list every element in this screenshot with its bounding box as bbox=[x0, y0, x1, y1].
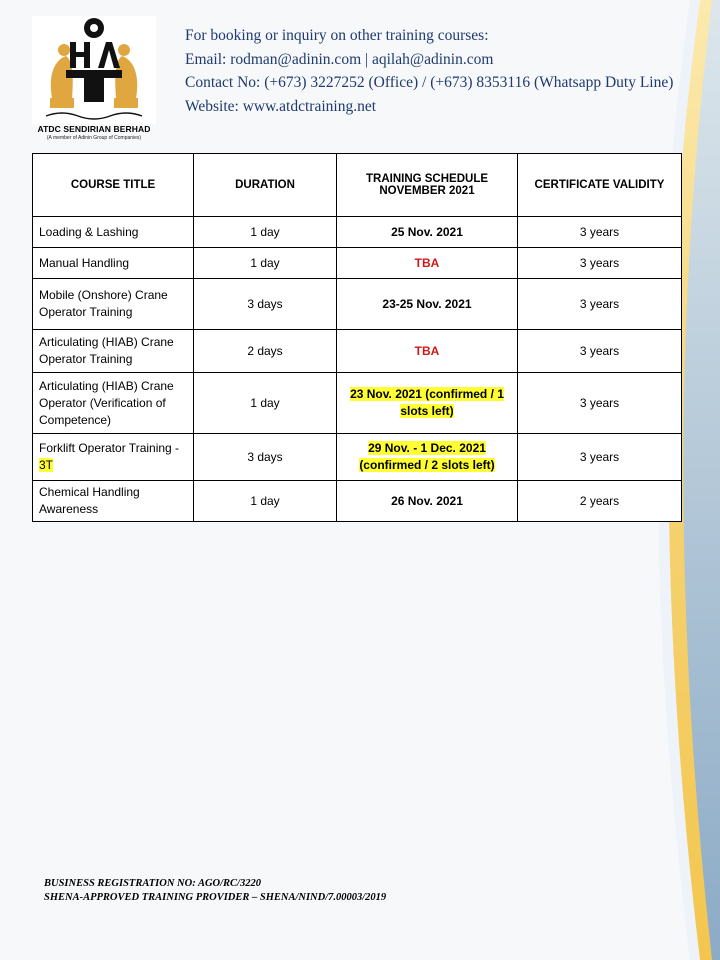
contact-block bbox=[185, 24, 673, 118]
table-header-row bbox=[33, 154, 682, 217]
footer-registration bbox=[44, 877, 386, 905]
shena-provider: SHENA-APPROVED TRAINING PROVIDER – SHENA/NIND/7.00003/2019 bbox=[44, 892, 387, 903]
cell-duration: 1 day bbox=[194, 481, 337, 522]
cell-duration: 1 day bbox=[194, 248, 337, 279]
table-row bbox=[33, 434, 682, 481]
cell-course: Loading & Lashing bbox=[33, 217, 194, 248]
cell-schedule: 25 Nov. 2021 bbox=[337, 217, 518, 248]
cell-schedule bbox=[337, 434, 518, 481]
cell-validity: 3 years bbox=[518, 248, 682, 279]
highlighted-schedule: 23 Nov. 2021 (confirmed / 1 slots left) bbox=[350, 387, 504, 418]
cell-validity: 3 years bbox=[518, 217, 682, 248]
cell-course: Mobile (Onshore) Crane Operator Training bbox=[33, 279, 194, 330]
table-row bbox=[33, 217, 682, 248]
cell-duration: 3 days bbox=[194, 434, 337, 481]
header-duration: DURATION bbox=[194, 154, 337, 217]
logo-emblem-icon bbox=[32, 16, 156, 124]
cell-validity: 3 years bbox=[518, 434, 682, 481]
cell-schedule bbox=[337, 373, 518, 434]
contact-phone: Contact No: (+673) 3227252 (Office) / (+673) 8353116 (Whatsapp Duty Line) bbox=[185, 74, 674, 91]
cell-validity: 3 years bbox=[518, 373, 682, 434]
table-row bbox=[33, 279, 682, 330]
header-schedule-line2: NOVEMBER 2021 bbox=[379, 185, 475, 197]
cell-course: Articulating (HIAB) Crane Operator Training bbox=[33, 330, 194, 373]
cell-validity: 3 years bbox=[518, 279, 682, 330]
company-logo bbox=[32, 16, 156, 142]
company-tagline: (A member of Adinin Group of Companies) bbox=[46, 135, 142, 141]
course-title: Forklift Operator Training - bbox=[39, 441, 180, 455]
cell-schedule: 23-25 Nov. 2021 bbox=[337, 279, 518, 330]
tba-label: TBA bbox=[414, 255, 440, 270]
table-row bbox=[33, 330, 682, 373]
cell-course: Manual Handling bbox=[33, 248, 194, 279]
table-row bbox=[33, 373, 682, 434]
cell-duration: 2 days bbox=[194, 330, 337, 373]
cell-schedule bbox=[337, 330, 518, 373]
cell-validity: 2 years bbox=[518, 481, 682, 522]
header-course-title: COURSE TITLE bbox=[33, 154, 194, 217]
header-schedule-line1: TRAINING SCHEDULE bbox=[365, 173, 489, 185]
cell-course: Chemical Handling Awareness bbox=[33, 481, 194, 522]
cell-schedule bbox=[337, 248, 518, 279]
table-row bbox=[33, 248, 682, 279]
training-schedule-table bbox=[32, 153, 682, 522]
cell-course: Articulating (HIAB) Crane Operator (Verification of Competence) bbox=[33, 373, 194, 434]
cell-duration: 1 day bbox=[194, 373, 337, 434]
header-training-schedule bbox=[337, 154, 518, 217]
header-certificate-validity: CERTIFICATE VALIDITY bbox=[518, 154, 682, 217]
cell-duration: 3 days bbox=[194, 279, 337, 330]
contact-website[interactable]: Website: www.atdctraining.net bbox=[185, 97, 377, 115]
cell-course bbox=[33, 434, 194, 481]
contact-intro: For booking or inquiry on other training courses: bbox=[185, 27, 489, 44]
company-name: ATDC SENDIRIAN BERHAD bbox=[37, 124, 151, 134]
tba-label: TBA bbox=[414, 343, 440, 358]
highlighted-schedule: 29 Nov. - 1 Dec. 2021 (confirmed / 2 slots left) bbox=[359, 441, 495, 472]
cell-duration: 1 day bbox=[194, 217, 337, 248]
table-row bbox=[33, 481, 682, 522]
cell-validity: 3 years bbox=[518, 330, 682, 373]
business-registration: BUSINESS REGISTRATION NO: AGO/RC/3220 bbox=[44, 878, 261, 889]
highlighted-capacity: 3T bbox=[39, 458, 54, 472]
cell-schedule: 26 Nov. 2021 bbox=[337, 481, 518, 522]
contact-email[interactable]: Email: rodman@adinin.com | aqilah@adinin.com bbox=[185, 50, 494, 68]
